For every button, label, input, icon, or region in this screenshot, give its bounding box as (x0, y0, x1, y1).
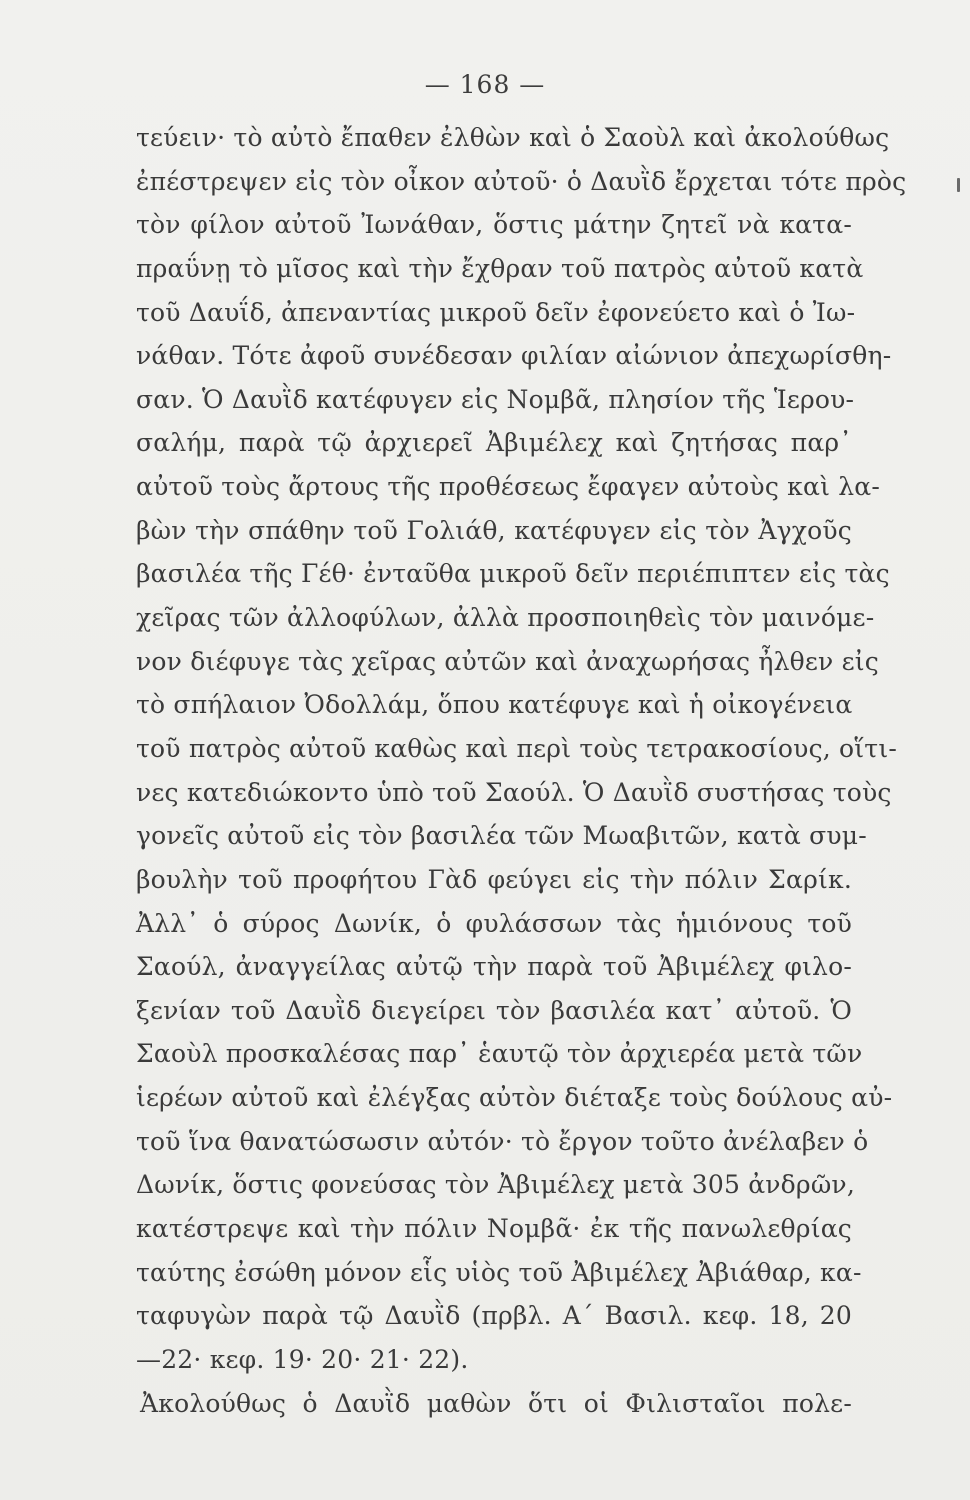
body-text (136, 116, 907, 1425)
text-line: ταφυγὼν παρὰ τῷ Δαυῒδ (πρβλ. Α´ Βασιλ. κεφ. 18, 20 (136, 1301, 852, 1331)
text-line: νον διέφυγε τὰς χεῖρας αὐτῶν καὶ ἀναχωρήσας ἦλθεν εἰς (136, 646, 879, 676)
text-line: αὐτοῦ τοὺς ἄρτους τῆς προθέσεως ἔφαγεν αὐτοὺς καὶ λα- (136, 472, 881, 502)
text-line: σαλήμ, παρὰ τῷ ἀρχιερεῖ Ἀβιμέλεχ καὶ ζητήσας παρ᾽ (136, 428, 852, 458)
text-line: βὼν τὴν σπάθην τοῦ Γολιάθ, κατέφυγεν εἰς τὸν Ἀγχοῦς (136, 515, 852, 545)
text-line: σαν. Ὁ Δαυῒδ κατέφυγεν εἰς Νομβᾶ, πλησίον τῆς Ἱερου- (136, 384, 855, 414)
text-line: Σαούλ, ἀναγγείλας αὐτῷ τὴν παρὰ τοῦ Ἀβιμέλεχ φιλο- (136, 952, 852, 982)
page-number: — 168 — (424, 70, 546, 99)
text-line: ταύτης ἐσώθη μόνον εἷς υἱὸς τοῦ Ἀβιμέλεχ Ἀβιάθαρ, κα- (136, 1257, 862, 1287)
text-line: τοῦ πατρὸς αὐτοῦ καθὼς καὶ περὶ τοὺς τετρακοσίους, οἵτι- (136, 733, 897, 763)
text-line: τὸ σπήλαιον Ὀδολλάμ, ὅπου κατέφυγε καὶ ἡ οἰκογένεια (136, 690, 853, 720)
text-line: κατέστρεψε καὶ τὴν πόλιν Νομβᾶ· ἐκ τῆς πανωλεθρίας (136, 1214, 852, 1244)
text-line: νάθαν. Τότε ἀφοῦ συνέδεσαν φιλίαν αἰώνιον ἀπεχωρίσθη- (136, 341, 892, 371)
text-line: πραΰνῃ τὸ μῖσος καὶ τὴν ἔχθραν τοῦ πατρὸς αὐτοῦ κατὰ (136, 253, 864, 283)
margin-mark (957, 178, 960, 192)
text-line: Σαοὺλ προσκαλέσας παρ᾽ ἑαυτῷ τὸν ἀρχιερέα μετὰ τῶν (136, 1039, 863, 1069)
text-line: Ἀλλ᾽ ὁ σύρος Δωνίκ, ὁ φυλάσσων τὰς ἡμιόνους τοῦ (136, 908, 852, 938)
text-line: τοῦ ἵνα θανατώσωσιν αὐτόν· τὸ ἔργον τοῦτο ἀνέλαβεν ὁ (136, 1126, 869, 1156)
text-line: χεῖρας τῶν ἀλλοφύλων, ἀλλὰ προσποιηθεὶς τὸν μαινόμε- (136, 603, 875, 633)
text-line: τοῦ Δαυΐδ, ἀπεναντίας μικροῦ δεῖν ἐφονεύετο καὶ ὁ Ἰω- (136, 297, 856, 327)
text-line: ἐπέστρεψεν εἰς τὸν οἶκον αὐτοῦ· ὁ Δαυῒδ ἔρχεται τότε πρὸς (136, 166, 907, 196)
text-line: ἱερέων αὐτοῦ καὶ ἐλέγξας αὐτὸν διέταξε τοὺς δούλους αὐ- (136, 1083, 893, 1113)
text-line: τὸν φίλον αὐτοῦ Ἰωνάθαν, ὅστις μάτην ζητεῖ νὰ κατα- (136, 210, 852, 240)
text-line: Δωνίκ, ὅστις φονεύσας τὸν Ἀβιμέλεχ μετὰ 305 ἀνδρῶν, (136, 1170, 855, 1200)
text-line: ξενίαν τοῦ Δαυῒδ διεγείρει τὸν βασιλέα κατ᾽ αὐτοῦ. Ὁ (136, 995, 852, 1025)
text-line: γονεῖς αὐτοῦ εἰς τὸν βασιλέα τῶν Μωαβιτῶν, κατὰ συμ- (136, 821, 867, 851)
text-line: βασιλέα τῆς Γέθ· ἐνταῦθα μικροῦ δεῖν περιέπιπτεν εἰς τὰς (136, 559, 890, 589)
text-line: —22· κεφ. 19· 20· 21· 22). (136, 1344, 469, 1374)
text-line: βουλὴν τοῦ προφήτου Γὰδ φεύγει εἰς τὴν πόλιν Σαρίκ. (136, 864, 852, 894)
text-line: Ἀκολούθως ὁ Δαυῒδ μαθὼν ὅτι οἱ Φιλισταῖοι πολε- (140, 1388, 852, 1418)
text-line: νες κατεδιώκοντο ὑπὸ τοῦ Σαούλ. Ὁ Δαυῒδ συστήσας τοὺς (136, 777, 892, 807)
text-line: τεύειν· τὸ αὐτὸ ἔπαθεν ἐλθὼν καὶ ὁ Σαοὺλ καὶ ἀκολούθως (136, 123, 890, 152)
